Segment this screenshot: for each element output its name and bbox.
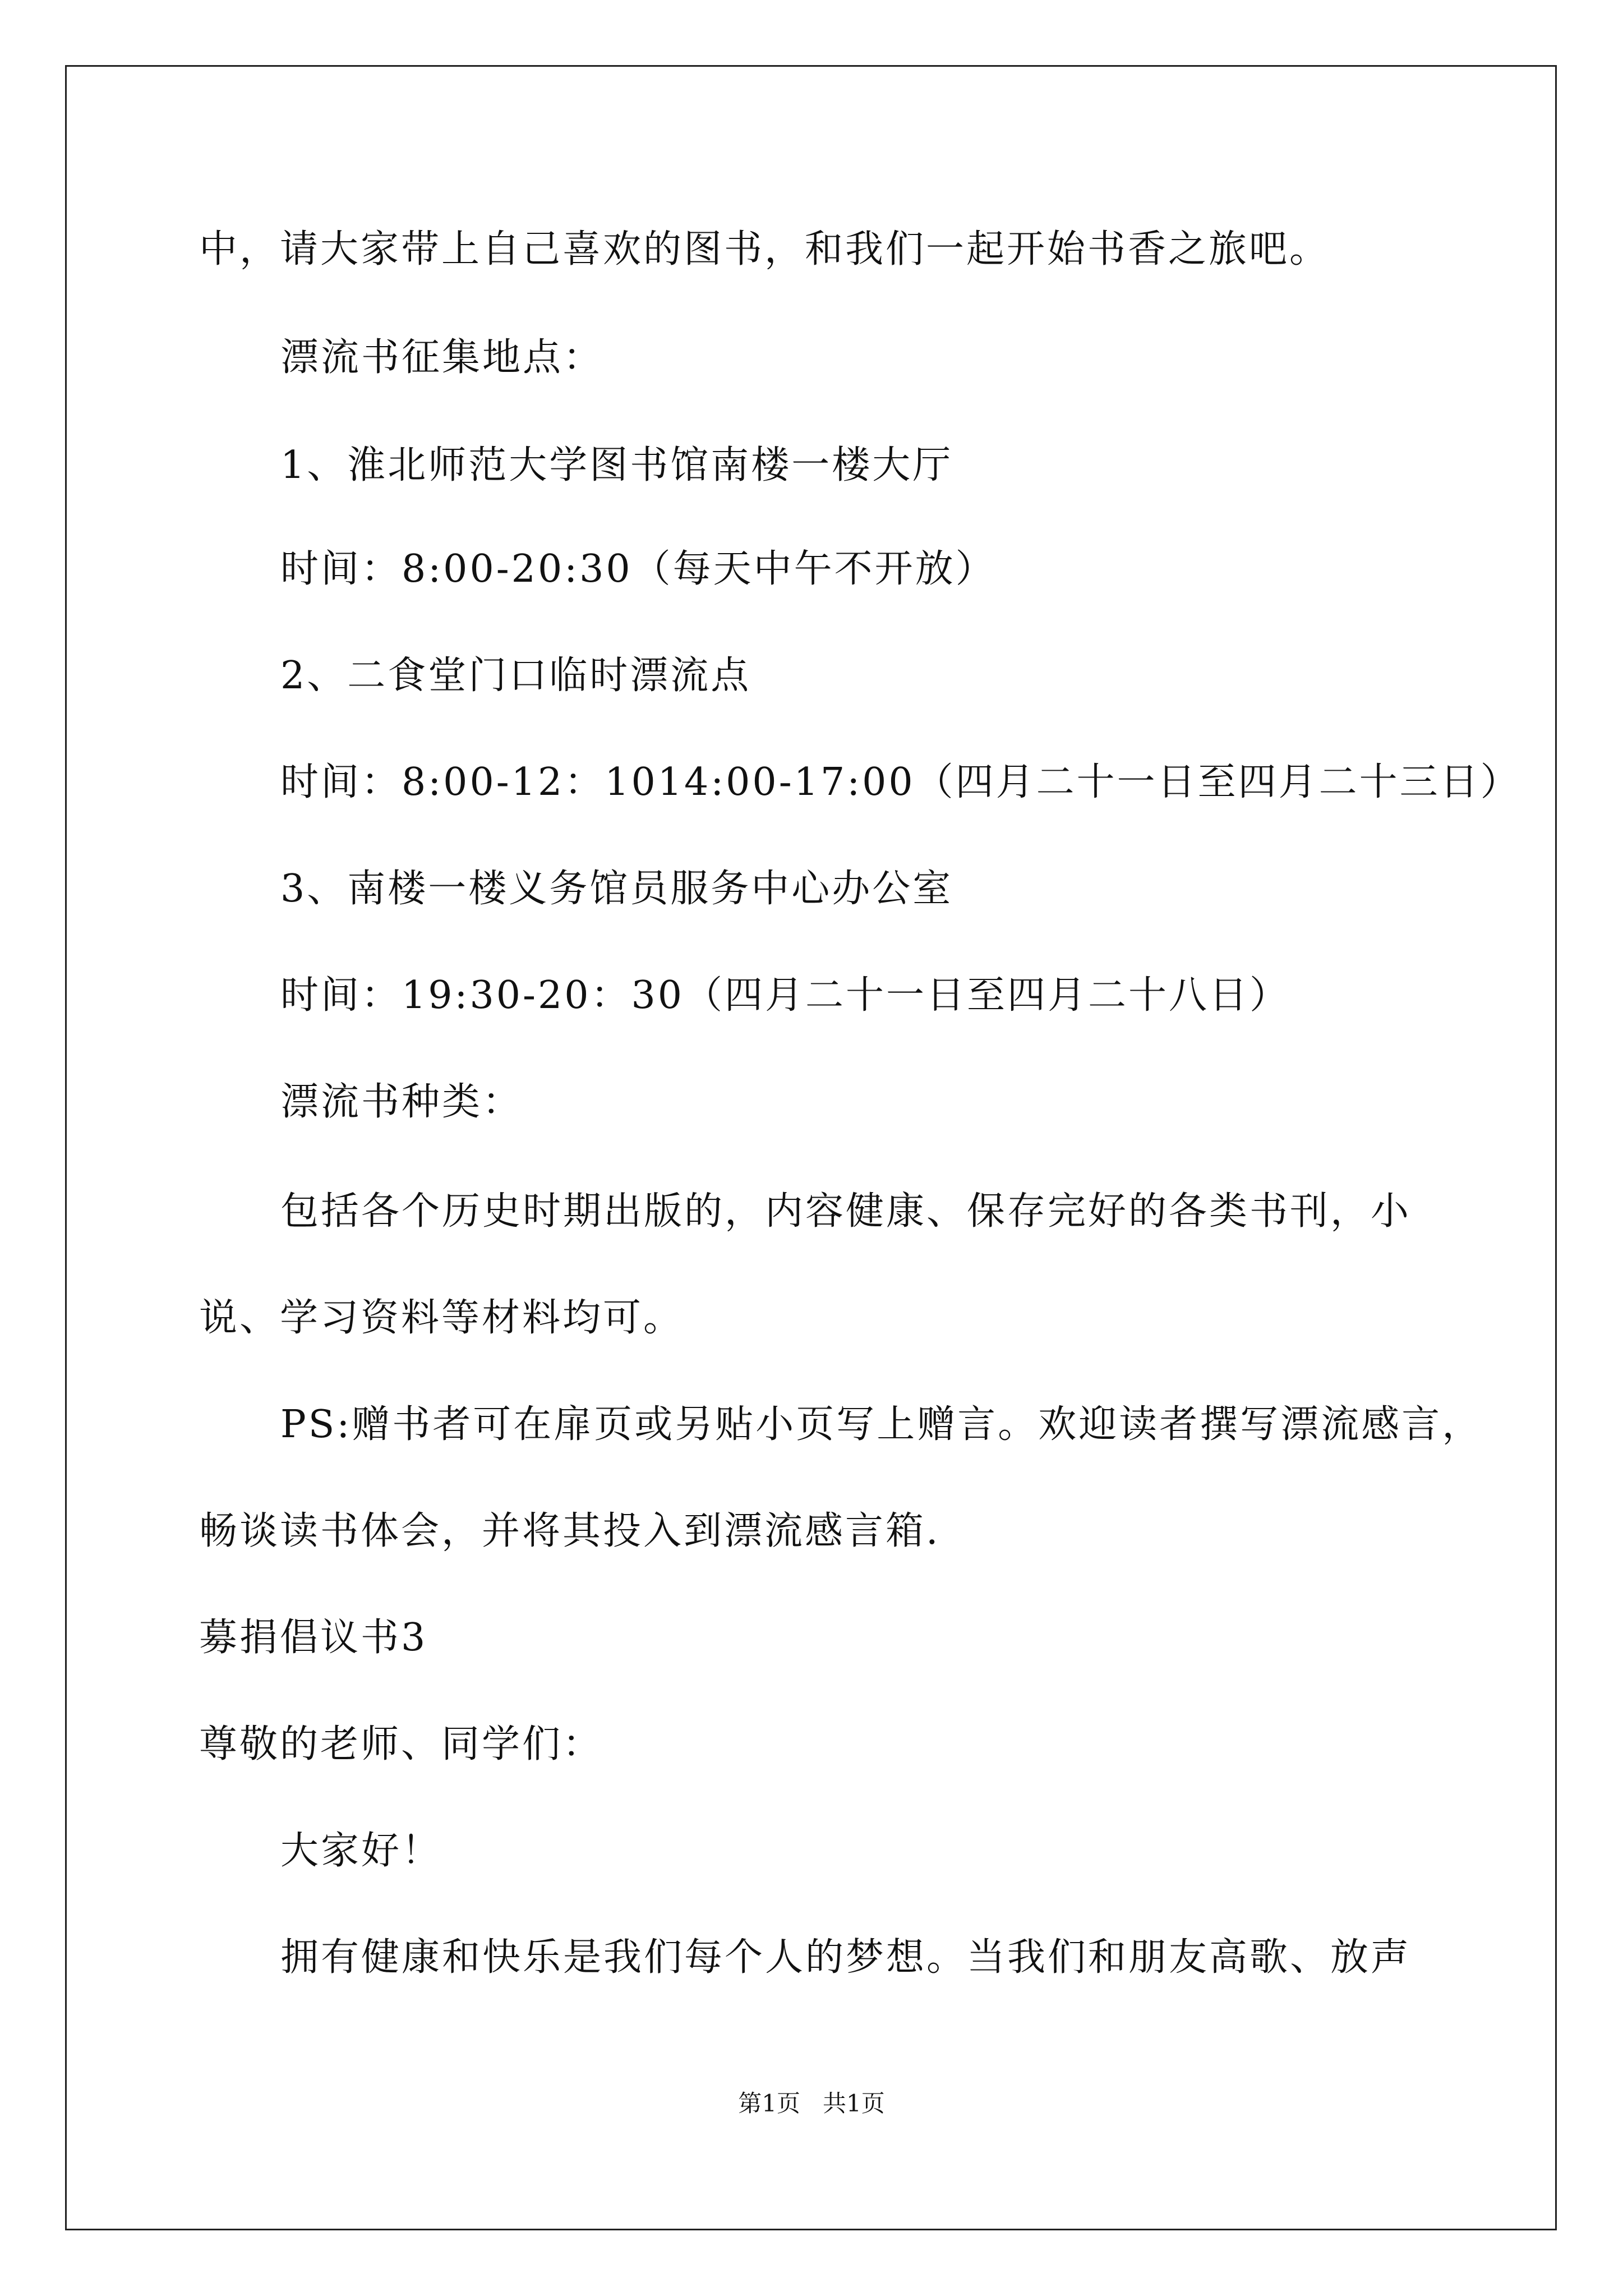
paragraph-line: 2、二食堂门口临时漂流点 [280,654,751,698]
paragraph-line: 包括各个历史时期出版的，内容健康、保存完好的各类书刊，小 [280,1189,1412,1234]
paragraph-line: 拥有健康和快乐是我们每个人的梦想。当我们和朋友高歌、放声 [280,1935,1412,1980]
greeting: 大家好！ [280,1829,442,1873]
paragraph-line: 1、淮北师范大学图书馆南楼一楼大厅 [280,443,953,487]
paragraph-line: 漂流书种类： [280,1080,523,1124]
page-footer [0,2090,1623,2118]
paragraph-line: 中，请大家带上自己喜欢的图书，和我们一起开始书香之旅吧。 [199,227,1330,272]
paragraph-line: 漂流书征集地点： [280,335,604,380]
paragraph-line: PS:赠书者可在扉页或另贴小页写上赠言。欢迎读者撰写漂流感言， [280,1402,1483,1447]
paragraph-line: 3、南楼一楼义务馆员服务中心办公室 [280,867,953,911]
paragraph-line: 时间：19:30-20：30（四月二十一日至四月二十八日） [280,973,1290,1018]
paragraph-line: 时间：8:00-12：1014:00-17:00（四月二十一日至四月二十三日） [280,760,1521,804]
salutation: 尊敬的老师、同学们： [199,1722,603,1766]
paragraph-line: 时间：8:00-20:30（每天中午不开放） [280,547,996,591]
page-border [65,65,1557,2230]
paragraph-line: 畅谈读书体会，并将其投入到漂流感言箱. [199,1509,940,1553]
page-number: 第1页 [738,2090,800,2117]
page-total: 共1页 [823,2090,885,2117]
paragraph-line: 说、学习资料等材料均可。 [199,1296,684,1340]
section-heading: 募捐倡议书3 [199,1616,428,1660]
